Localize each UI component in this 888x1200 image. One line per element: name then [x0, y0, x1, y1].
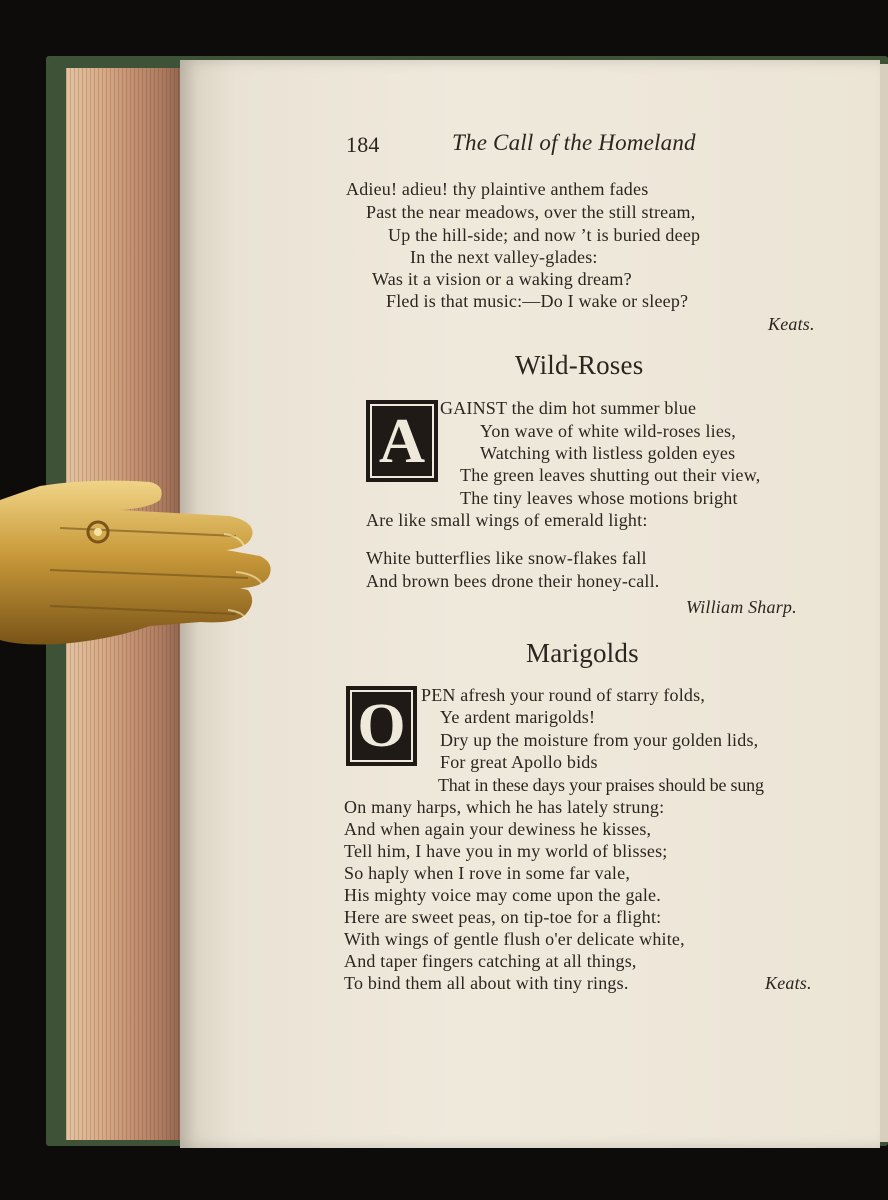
poem-line: For great Apollo bids: [440, 752, 598, 772]
poem-line: To bind them all about with tiny rings.: [344, 973, 629, 993]
poem-line: On many harps, which he has lately strung:: [344, 797, 665, 817]
poem-line: Watching with listless golden eyes: [480, 443, 736, 463]
poem-line: Tell him, I have you in my world of blisses;: [344, 841, 668, 861]
poem-title: Wild-Roses: [515, 350, 644, 380]
poem-line: And taper fingers catching at all things,: [344, 951, 637, 971]
running-title: The Call of the Homeland: [452, 130, 696, 155]
drop-cap-letter: O: [357, 691, 406, 760]
poem-line: That in these days your praises should be sung: [438, 775, 764, 795]
poem-author: Keats.: [768, 314, 815, 334]
drop-cap-ornament: [366, 400, 438, 482]
poem-line: Dry up the moisture from your golden lids,: [440, 730, 759, 750]
poem-line: PEN afresh your round of starry folds,: [421, 685, 706, 705]
poem-line: In the next valley-glades:: [410, 247, 598, 267]
poem-line: Yon wave of white wild-roses lies,: [480, 421, 736, 441]
poem-title: Marigolds: [526, 638, 639, 668]
poem-line: And when again your dewiness he kisses,: [344, 819, 652, 839]
poem-line: Past the near meadows, over the still stream,: [366, 202, 696, 222]
poem-author: Keats.: [765, 973, 812, 993]
poem-line: Are like small wings of emerald light:: [366, 510, 648, 530]
poem-author: William Sharp.: [686, 597, 797, 617]
poem-line: The tiny leaves whose motions bright: [460, 488, 738, 508]
poem-line: GAINST the dim hot summer blue: [440, 398, 697, 418]
drop-cap-ornament: [346, 686, 417, 766]
page-number: 184: [346, 132, 380, 157]
poem-line: So haply when I rove in some far vale,: [344, 863, 631, 883]
poem-line: White butterflies like snow-flakes fall: [366, 548, 647, 568]
poem-line: Ye ardent marigolds!: [440, 707, 596, 727]
poem-line: His mighty voice may come upon the gale.: [344, 885, 661, 905]
poem-line: Was it a vision or a waking dream?: [372, 269, 632, 289]
poem-line: Up the hill-side; and now ’t is buried deep: [388, 225, 701, 245]
poem-line: The green leaves shutting out their view,: [460, 465, 761, 485]
poem-line: Adieu! adieu! thy plaintive anthem fades: [346, 179, 649, 199]
brass-hand-bookmark: [0, 470, 280, 670]
poem-line: And brown bees drone their honey-call.: [366, 571, 660, 591]
poem-line: With wings of gentle flush o'er delicate white,: [344, 929, 685, 949]
drop-cap-letter: A: [378, 405, 426, 476]
poem-line: Here are sweet peas, on tip-toe for a flight:: [344, 907, 662, 927]
poem-line: Fled is that music:—Do I wake or sleep?: [386, 291, 689, 311]
